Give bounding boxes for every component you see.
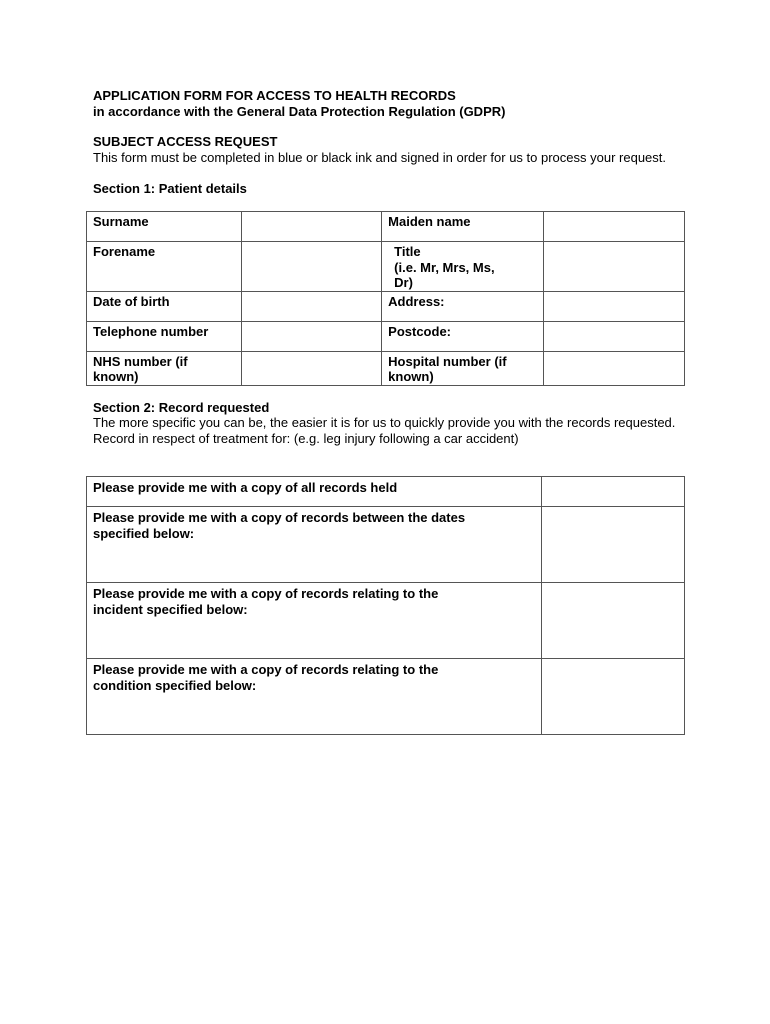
records-requested-table bbox=[86, 476, 685, 735]
table-row bbox=[87, 212, 685, 242]
table-row bbox=[87, 242, 685, 292]
section-2-title: Section 2: Record requested bbox=[93, 400, 270, 415]
maiden-name-label: Maiden name bbox=[382, 212, 544, 242]
forename-field[interactable] bbox=[241, 242, 381, 292]
intro-text: This form must be completed in blue or black ink and signed in order for us to process your request. bbox=[93, 150, 667, 165]
incident-option-field[interactable] bbox=[542, 583, 685, 659]
table-row bbox=[87, 659, 685, 735]
maiden-name-field[interactable] bbox=[543, 212, 684, 242]
hospital-number-field[interactable] bbox=[543, 351, 684, 385]
condition-option-label bbox=[87, 659, 542, 735]
address-field[interactable] bbox=[543, 291, 684, 321]
form-title: APPLICATION FORM FOR ACCESS TO HEALTH RECORDS bbox=[93, 88, 456, 103]
table-row bbox=[87, 321, 685, 351]
patient-details-table bbox=[86, 211, 685, 386]
surname-field[interactable] bbox=[241, 212, 381, 242]
dates-option-text: Please provide me with a copy of records between the dates specified below: bbox=[93, 510, 466, 541]
address-label: Address: bbox=[382, 291, 544, 321]
all-records-option-field[interactable] bbox=[542, 477, 685, 507]
title-field[interactable] bbox=[543, 242, 684, 292]
section-2-intro: The more specific you can be, the easier it is for us to quickly provide you with the records requested. Record in respect of treatment for: (e.g. leg injury following a car accident) bbox=[93, 415, 676, 446]
incident-option-label bbox=[87, 583, 542, 659]
telephone-number-label: Telephone number bbox=[87, 321, 242, 351]
title-label: Title (i.e. Mr, Mrs, Ms, Dr) bbox=[382, 242, 544, 292]
table-row bbox=[87, 291, 685, 321]
incident-option-text: Please provide me with a copy of records relating to the incident specified below: bbox=[93, 586, 439, 617]
dates-option-label bbox=[87, 507, 542, 583]
surname-label: Surname bbox=[87, 212, 242, 242]
postcode-field[interactable] bbox=[543, 321, 684, 351]
date-of-birth-label: Date of birth bbox=[87, 291, 242, 321]
all-records-option-label: Please provide me with a copy of all records held bbox=[87, 477, 542, 507]
telephone-number-field[interactable] bbox=[241, 321, 381, 351]
postcode-label: Postcode: bbox=[382, 321, 544, 351]
table-row bbox=[87, 351, 685, 385]
table-row bbox=[87, 477, 685, 507]
nhs-number-label: NHS number (if known) bbox=[87, 351, 242, 385]
condition-option-field[interactable] bbox=[542, 659, 685, 735]
hospital-number-label: Hospital number (if known) bbox=[382, 351, 544, 385]
section-1-title: Section 1: Patient details bbox=[93, 181, 247, 196]
table-row bbox=[87, 583, 685, 659]
subject-access-heading: SUBJECT ACCESS REQUEST bbox=[93, 134, 278, 149]
condition-option-text: Please provide me with a copy of records relating to the condition specified below: bbox=[93, 662, 439, 693]
nhs-number-field[interactable] bbox=[241, 351, 381, 385]
dates-option-field[interactable] bbox=[542, 507, 685, 583]
date-of-birth-field[interactable] bbox=[241, 291, 381, 321]
table-row bbox=[87, 507, 685, 583]
form-subtitle: in accordance with the General Data Protection Regulation (GDPR) bbox=[93, 104, 506, 119]
forename-label: Forename bbox=[87, 242, 242, 292]
